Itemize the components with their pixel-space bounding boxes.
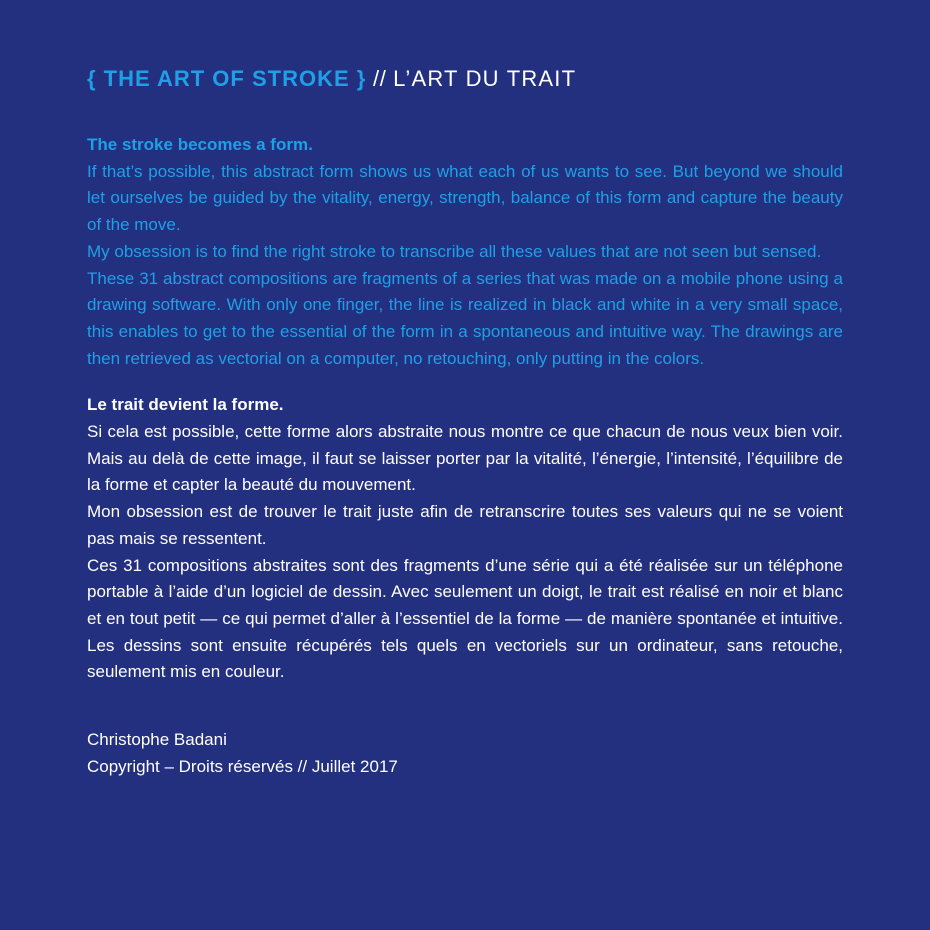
- english-paragraph: If that’s possible, this abstract form shows us what each of us wants to see. But beyond we should let ourselves be guided by the vitality, energy, strength, balance of this form and capture the beauty of the move.: [87, 161, 843, 235]
- french-heading: Le trait devient la forme.: [87, 395, 284, 415]
- english-paragraph: These 31 abstract compositions are fragments of a series that was made on a mobile phone using a drawing software. With only one finger, the line is realized in black and white in a very small space, this enables to get to the essential of the form in a spontaneous and intuitive way. The drawings are then retrieved as vectorial on a computer, no retouching, only putting in the colors.: [87, 268, 843, 368]
- signature-block: [87, 727, 843, 780]
- title-separator: //: [366, 66, 394, 91]
- french-section: [87, 392, 843, 686]
- english-heading: The stroke becomes a form.: [87, 135, 313, 154]
- copyright-line: Copyright – Droits réservés // Juillet 2017: [87, 756, 398, 776]
- english-section: [87, 132, 843, 372]
- french-paragraph: Mon obsession est de trouver le trait juste afin de retranscrire toutes ses valeurs qui ne se voient pas mais se ressentent.: [87, 502, 843, 548]
- title-french: L’ART DU TRAIT: [393, 66, 577, 91]
- title-english: { THE ART OF STROKE }: [87, 66, 367, 91]
- french-paragraph: Ces 31 compositions abstraites sont des fragments d’une série qui a été réalisée sur un téléphone portable à l’aide d’un logiciel de dessin. Avec seulement un doigt, le trait est réalisé en noir et blanc et en tout petit — ce qui permet d’aller à l’essentiel de la forme — de manière spontanée et intuitive. Les dessins sont ensuite récupérés tels quels en vectoriels sur un ordinateur, sans retouche, seulement mis en couleur.: [87, 555, 843, 682]
- page-header: [87, 64, 843, 94]
- english-paragraph: My obsession is to find the right stroke to transcribe all these values that are not seen but sensed.: [87, 241, 822, 261]
- french-paragraph: Si cela est possible, cette forme alors abstraite nous montre ce que chacun de nous veux bien voir. Mais au delà de cette image, il faut se laisser porter par la vitalité, l’énergie, l’intensité, l’équilibre de la forme et capter la beauté du mouvement.: [87, 422, 843, 495]
- author-name: Christophe Badani: [87, 730, 227, 750]
